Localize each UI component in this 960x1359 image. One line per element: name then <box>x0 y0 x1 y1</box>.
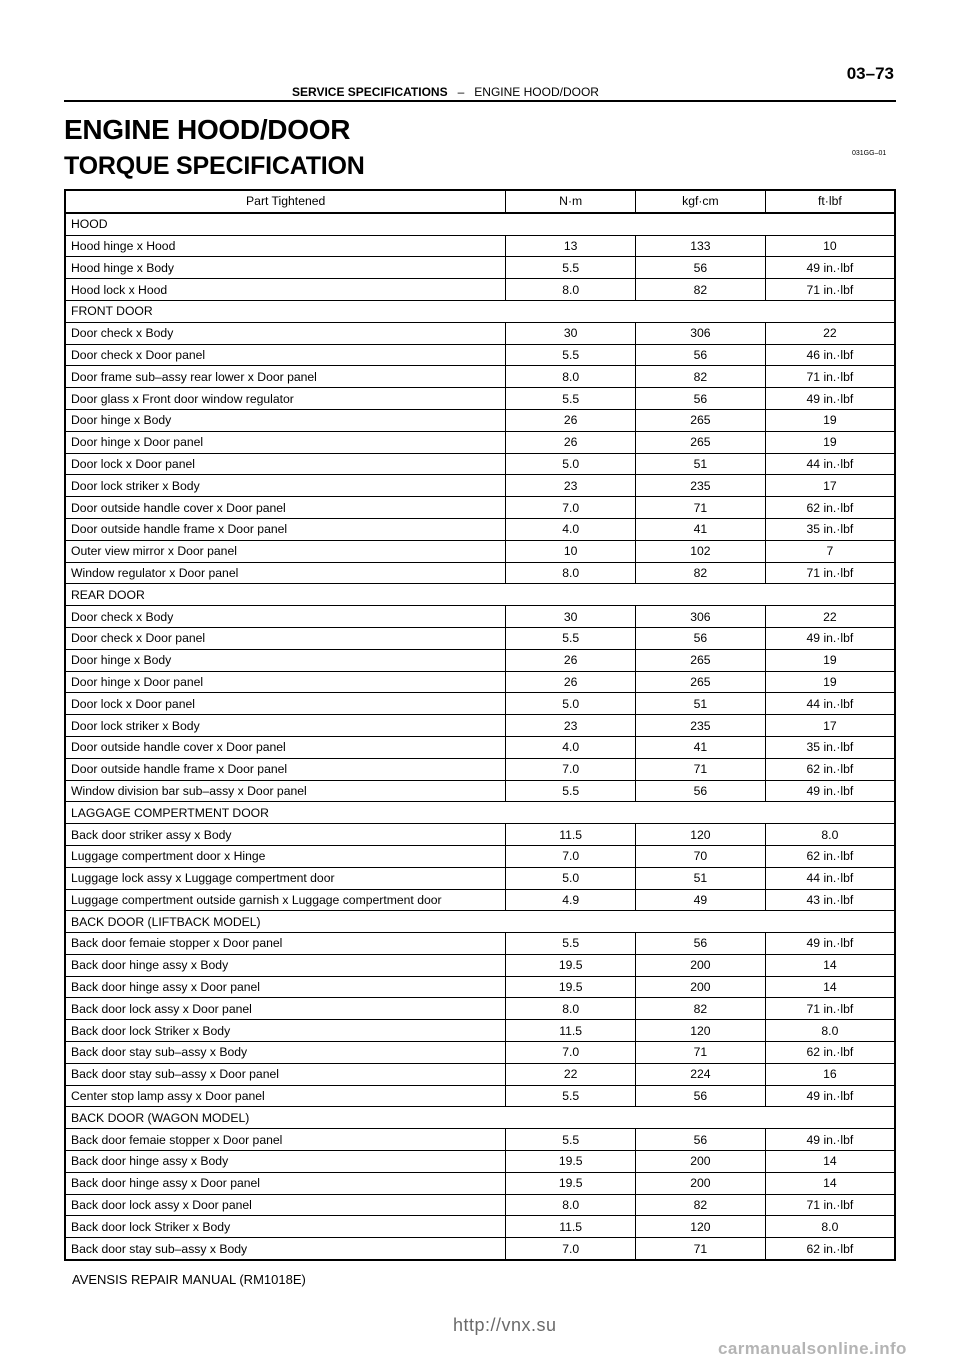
ftlbf-cell: 71 in.·lbf <box>765 998 895 1020</box>
kgfcm-cell: 56 <box>636 1085 766 1107</box>
ftlbf-cell: 22 <box>765 322 895 344</box>
ftlbf-cell: 49 in.·lbf <box>765 257 895 279</box>
part-cell: Back door lock assy x Door panel <box>65 1194 506 1216</box>
part-cell: Door check x Door panel <box>65 627 506 649</box>
table-row <box>65 1216 895 1238</box>
section-row <box>65 213 895 235</box>
part-cell: Hood lock x Hood <box>65 279 506 301</box>
part-cell: Back door hinge assy x Body <box>65 1151 506 1173</box>
kgfcm-cell: 71 <box>636 1238 766 1260</box>
kgfcm-cell: 70 <box>636 845 766 867</box>
kgfcm-cell: 41 <box>636 518 766 540</box>
ftlbf-cell: 49 in.·lbf <box>765 388 895 410</box>
ftlbf-cell: 14 <box>765 954 895 976</box>
column-header-ftlbf: ft·lbf <box>765 190 895 213</box>
nm-cell: 11.5 <box>506 824 636 846</box>
part-cell: Door check x Body <box>65 322 506 344</box>
ftlbf-cell: 71 in.·lbf <box>765 562 895 584</box>
part-cell: Luggage compertment door x Hinge <box>65 845 506 867</box>
ftlbf-cell: 49 in.·lbf <box>765 933 895 955</box>
kgfcm-cell: 56 <box>636 933 766 955</box>
kgfcm-cell: 71 <box>636 758 766 780</box>
kgfcm-cell: 120 <box>636 1216 766 1238</box>
kgfcm-cell: 82 <box>636 1194 766 1216</box>
page-number: 03–73 <box>846 64 894 83</box>
table-row <box>65 1194 895 1216</box>
ftlbf-cell: 71 in.·lbf <box>765 366 895 388</box>
ftlbf-cell: 62 in.·lbf <box>765 1042 895 1064</box>
part-cell: Back door stay sub–assy x Door panel <box>65 1063 506 1085</box>
nm-cell: 11.5 <box>506 1020 636 1042</box>
kgfcm-cell: 265 <box>636 409 766 431</box>
table-row <box>65 453 895 475</box>
table-row <box>65 497 895 519</box>
section-label: FRONT DOOR <box>65 300 895 322</box>
kgfcm-cell: 56 <box>636 257 766 279</box>
ftlbf-cell: 49 in.·lbf <box>765 1085 895 1107</box>
kgfcm-cell: 82 <box>636 998 766 1020</box>
ftlbf-cell: 44 in.·lbf <box>765 693 895 715</box>
nm-cell: 5.5 <box>506 1085 636 1107</box>
table-row <box>65 1042 895 1064</box>
ftlbf-cell: 62 in.·lbf <box>765 1238 895 1260</box>
part-cell: Back door lock Striker x Body <box>65 1020 506 1042</box>
table-row <box>65 627 895 649</box>
part-cell: Door frame sub–assy rear lower x Door panel <box>65 366 506 388</box>
part-cell: Door hinge x Door panel <box>65 431 506 453</box>
kgfcm-cell: 200 <box>636 1151 766 1173</box>
kgfcm-cell: 49 <box>636 889 766 911</box>
table-row <box>65 279 895 301</box>
part-cell: Back door stay sub–assy x Body <box>65 1238 506 1260</box>
table-body <box>65 213 895 1260</box>
part-cell: Hood hinge x Hood <box>65 235 506 257</box>
part-cell: Door lock x Door panel <box>65 693 506 715</box>
kgfcm-cell: 200 <box>636 976 766 998</box>
table-row <box>65 693 895 715</box>
part-cell: Luggage lock assy x Luggage compertment door <box>65 867 506 889</box>
nm-cell: 5.5 <box>506 627 636 649</box>
ftlbf-cell: 35 in.·lbf <box>765 518 895 540</box>
part-cell: Door hinge x Door panel <box>65 671 506 693</box>
part-cell: Door outside handle cover x Door panel <box>65 497 506 519</box>
ftlbf-cell: 8.0 <box>765 1216 895 1238</box>
ftlbf-cell: 62 in.·lbf <box>765 758 895 780</box>
kgfcm-cell: 56 <box>636 1129 766 1151</box>
ftlbf-cell: 62 in.·lbf <box>765 845 895 867</box>
column-header-part: Part Tightened <box>65 190 506 213</box>
kgfcm-cell: 56 <box>636 344 766 366</box>
ftlbf-cell: 17 <box>765 475 895 497</box>
nm-cell: 26 <box>506 649 636 671</box>
nm-cell: 4.0 <box>506 736 636 758</box>
ftlbf-cell: 8.0 <box>765 824 895 846</box>
kgfcm-cell: 265 <box>636 671 766 693</box>
table-row <box>65 671 895 693</box>
ftlbf-cell: 62 in.·lbf <box>765 497 895 519</box>
table-row <box>65 758 895 780</box>
watermark-site: carmanualsonline.info <box>718 1339 907 1358</box>
nm-cell: 10 <box>506 540 636 562</box>
page-subtitle: TORQUE SPECIFICATION <box>64 152 365 180</box>
kgfcm-cell: 235 <box>636 475 766 497</box>
ftlbf-cell: 14 <box>765 976 895 998</box>
part-cell: Window regulator x Door panel <box>65 562 506 584</box>
kgfcm-cell: 200 <box>636 1172 766 1194</box>
table-row <box>65 933 895 955</box>
part-cell: Hood hinge x Body <box>65 257 506 279</box>
nm-cell: 19.5 <box>506 1151 636 1173</box>
nm-cell: 5.5 <box>506 257 636 279</box>
nm-cell: 5.0 <box>506 693 636 715</box>
kgfcm-cell: 51 <box>636 453 766 475</box>
nm-cell: 8.0 <box>506 1194 636 1216</box>
header-separator: – <box>457 85 465 99</box>
ftlbf-cell: 14 <box>765 1151 895 1173</box>
ftlbf-cell: 49 in.·lbf <box>765 780 895 802</box>
nm-cell: 5.0 <box>506 453 636 475</box>
nm-cell: 7.0 <box>506 497 636 519</box>
part-cell: Door hinge x Body <box>65 409 506 431</box>
section-row <box>65 1107 895 1129</box>
ftlbf-cell: 14 <box>765 1172 895 1194</box>
part-cell: Outer view mirror x Door panel <box>65 540 506 562</box>
section-row <box>65 300 895 322</box>
nm-cell: 8.0 <box>506 366 636 388</box>
table-row <box>65 388 895 410</box>
footer-manual-id: AVENSIS REPAIR MANUAL (RM1018E) <box>72 1272 306 1287</box>
kgfcm-cell: 41 <box>636 736 766 758</box>
table-row <box>65 649 895 671</box>
part-cell: Door outside handle cover x Door panel <box>65 736 506 758</box>
ftlbf-cell: 22 <box>765 606 895 628</box>
ftlbf-cell: 8.0 <box>765 1020 895 1042</box>
nm-cell: 5.5 <box>506 780 636 802</box>
table-row <box>65 1151 895 1173</box>
kgfcm-cell: 120 <box>636 1020 766 1042</box>
kgfcm-cell: 82 <box>636 562 766 584</box>
kgfcm-cell: 82 <box>636 279 766 301</box>
kgfcm-cell: 71 <box>636 1042 766 1064</box>
ftlbf-cell: 7 <box>765 540 895 562</box>
ftlbf-cell: 49 in.·lbf <box>765 627 895 649</box>
nm-cell: 7.0 <box>506 1042 636 1064</box>
nm-cell: 5.5 <box>506 1129 636 1151</box>
kgfcm-cell: 265 <box>636 649 766 671</box>
table-row <box>65 1172 895 1194</box>
table-row <box>65 606 895 628</box>
table-row <box>65 344 895 366</box>
table-row <box>65 235 895 257</box>
ftlbf-cell: 43 in.·lbf <box>765 889 895 911</box>
table-row <box>65 366 895 388</box>
nm-cell: 4.9 <box>506 889 636 911</box>
nm-cell: 19.5 <box>506 1172 636 1194</box>
section-label: REAR DOOR <box>65 584 895 606</box>
part-cell: Luggage compertment outside garnish x Luggage compertment door <box>65 889 506 911</box>
table-row <box>65 475 895 497</box>
ftlbf-cell: 10 <box>765 235 895 257</box>
kgfcm-cell: 56 <box>636 627 766 649</box>
table-row <box>65 976 895 998</box>
ftlbf-cell: 49 in.·lbf <box>765 1129 895 1151</box>
table-row <box>65 845 895 867</box>
part-cell: Back door femaie stopper x Door panel <box>65 933 506 955</box>
header-topic: ENGINE HOOD/DOOR <box>474 85 599 99</box>
document-code: 031GG–01 <box>852 150 887 157</box>
ftlbf-cell: 71 in.·lbf <box>765 279 895 301</box>
table-row <box>65 562 895 584</box>
kgfcm-cell: 306 <box>636 606 766 628</box>
ftlbf-cell: 19 <box>765 649 895 671</box>
nm-cell: 5.0 <box>506 867 636 889</box>
nm-cell: 19.5 <box>506 954 636 976</box>
kgfcm-cell: 71 <box>636 497 766 519</box>
part-cell: Back door femaie stopper x Door panel <box>65 1129 506 1151</box>
table-row <box>65 889 895 911</box>
section-row <box>65 802 895 824</box>
nm-cell: 23 <box>506 715 636 737</box>
table-row <box>65 780 895 802</box>
table-row <box>65 409 895 431</box>
part-cell: Door outside handle frame x Door panel <box>65 518 506 540</box>
kgfcm-cell: 51 <box>636 693 766 715</box>
part-cell: Door hinge x Body <box>65 649 506 671</box>
table-row <box>65 954 895 976</box>
ftlbf-cell: 17 <box>765 715 895 737</box>
nm-cell: 8.0 <box>506 279 636 301</box>
page-title: ENGINE HOOD/DOOR <box>64 114 351 145</box>
nm-cell: 30 <box>506 606 636 628</box>
part-cell: Back door hinge assy x Door panel <box>65 976 506 998</box>
kgfcm-cell: 200 <box>636 954 766 976</box>
part-cell: Door lock striker x Body <box>65 715 506 737</box>
part-cell: Window division bar sub–assy x Door panel <box>65 780 506 802</box>
nm-cell: 8.0 <box>506 998 636 1020</box>
part-cell: Back door lock assy x Door panel <box>65 998 506 1020</box>
table-row <box>65 431 895 453</box>
kgfcm-cell: 306 <box>636 322 766 344</box>
kgfcm-cell: 265 <box>636 431 766 453</box>
table-row <box>65 1085 895 1107</box>
part-cell: Back door stay sub–assy x Body <box>65 1042 506 1064</box>
kgfcm-cell: 235 <box>636 715 766 737</box>
part-cell: Back door hinge assy x Door panel <box>65 1172 506 1194</box>
column-header-kgfcm: kgf·cm <box>636 190 766 213</box>
watermark-url: http://vnx.su <box>453 1315 557 1335</box>
part-cell: Door lock striker x Body <box>65 475 506 497</box>
ftlbf-cell: 35 in.·lbf <box>765 736 895 758</box>
table-header-row <box>65 190 895 213</box>
nm-cell: 26 <box>506 431 636 453</box>
table-row <box>65 715 895 737</box>
part-cell: Door lock x Door panel <box>65 453 506 475</box>
part-cell: Door check x Body <box>65 606 506 628</box>
kgfcm-cell: 51 <box>636 867 766 889</box>
nm-cell: 5.5 <box>506 933 636 955</box>
table-row <box>65 998 895 1020</box>
kgfcm-cell: 82 <box>636 366 766 388</box>
table-row <box>65 1063 895 1085</box>
table-row <box>65 257 895 279</box>
nm-cell: 5.5 <box>506 344 636 366</box>
nm-cell: 11.5 <box>506 1216 636 1238</box>
part-cell: Center stop lamp assy x Door panel <box>65 1085 506 1107</box>
nm-cell: 5.5 <box>506 388 636 410</box>
ftlbf-cell: 19 <box>765 409 895 431</box>
nm-cell: 30 <box>506 322 636 344</box>
part-cell: Back door striker assy x Body <box>65 824 506 846</box>
ftlbf-cell: 44 in.·lbf <box>765 867 895 889</box>
section-row <box>65 911 895 933</box>
nm-cell: 19.5 <box>506 976 636 998</box>
ftlbf-cell: 16 <box>765 1063 895 1085</box>
table-row <box>65 824 895 846</box>
ftlbf-cell: 19 <box>765 431 895 453</box>
kgfcm-cell: 224 <box>636 1063 766 1085</box>
part-cell: Door outside handle frame x Door panel <box>65 758 506 780</box>
header-rule <box>64 100 896 102</box>
ftlbf-cell: 19 <box>765 671 895 693</box>
kgfcm-cell: 120 <box>636 824 766 846</box>
ftlbf-cell: 46 in.·lbf <box>765 344 895 366</box>
kgfcm-cell: 56 <box>636 780 766 802</box>
column-header-nm: N·m <box>506 190 636 213</box>
nm-cell: 4.0 <box>506 518 636 540</box>
running-header <box>292 85 599 99</box>
header-section: SERVICE SPECIFICATIONS <box>292 85 448 99</box>
section-label: HOOD <box>65 213 895 235</box>
part-cell: Door check x Door panel <box>65 344 506 366</box>
nm-cell: 26 <box>506 671 636 693</box>
part-cell: Back door hinge assy x Body <box>65 954 506 976</box>
table-row <box>65 867 895 889</box>
nm-cell: 8.0 <box>506 562 636 584</box>
section-label: LAGGAGE COMPERTMENT DOOR <box>65 802 895 824</box>
nm-cell: 26 <box>506 409 636 431</box>
nm-cell: 7.0 <box>506 1238 636 1260</box>
table-row <box>65 1129 895 1151</box>
table-row <box>65 518 895 540</box>
part-cell: Door glass x Front door window regulator <box>65 388 506 410</box>
part-cell: Back door lock Striker x Body <box>65 1216 506 1238</box>
table-row <box>65 736 895 758</box>
nm-cell: 13 <box>506 235 636 257</box>
nm-cell: 23 <box>506 475 636 497</box>
nm-cell: 22 <box>506 1063 636 1085</box>
table-row <box>65 540 895 562</box>
nm-cell: 7.0 <box>506 845 636 867</box>
ftlbf-cell: 44 in.·lbf <box>765 453 895 475</box>
table-row <box>65 1020 895 1042</box>
kgfcm-cell: 102 <box>636 540 766 562</box>
torque-spec-table <box>64 189 896 1261</box>
section-row <box>65 584 895 606</box>
ftlbf-cell: 71 in.·lbf <box>765 1194 895 1216</box>
table-row <box>65 1238 895 1260</box>
kgfcm-cell: 133 <box>636 235 766 257</box>
section-label: BACK DOOR (WAGON MODEL) <box>65 1107 895 1129</box>
nm-cell: 7.0 <box>506 758 636 780</box>
section-label: BACK DOOR (LIFTBACK MODEL) <box>65 911 895 933</box>
table-row <box>65 322 895 344</box>
kgfcm-cell: 56 <box>636 388 766 410</box>
